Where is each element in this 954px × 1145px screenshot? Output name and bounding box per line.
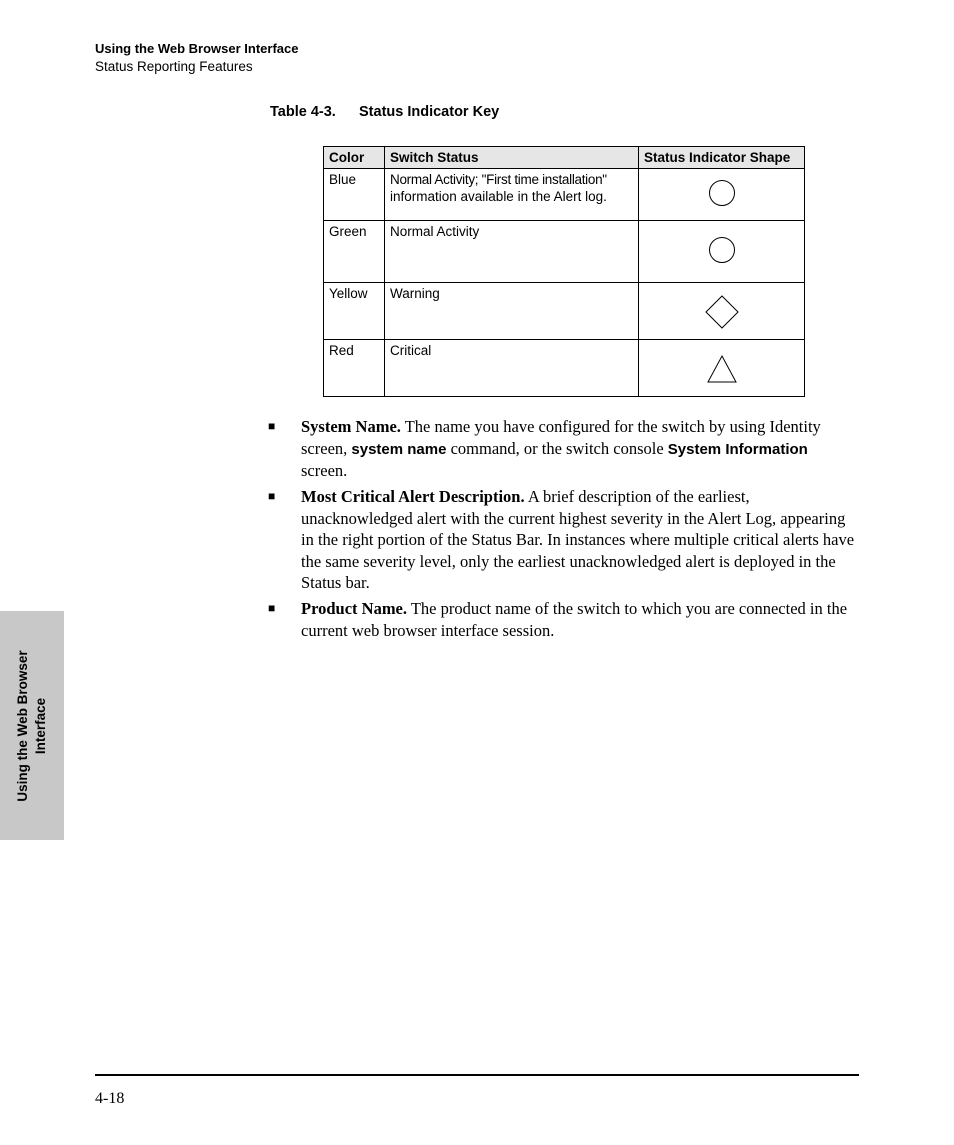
table-title: Status Indicator Key (359, 104, 500, 120)
column-header-shape: Status Indicator Shape (639, 147, 805, 169)
running-header-title: Using the Web Browser Interface (95, 41, 299, 56)
cell-switch-status (385, 283, 639, 340)
chapter-side-tab-label (14, 611, 50, 840)
cell-color: Green (324, 221, 385, 283)
status-text: Normal Activity; "First time installation" (390, 172, 607, 187)
cell-color: Yellow (324, 283, 385, 340)
bullet-body: The product name of the switch to which you are connected in the current web browser interface session. (301, 599, 848, 640)
cell-switch-status (385, 169, 639, 221)
page-number: 4-18 (95, 1090, 125, 1107)
command-name: system name (351, 440, 447, 458)
list-item (268, 416, 858, 482)
bullet-list (268, 416, 858, 646)
bullet-body: command, or the switch console (446, 438, 668, 458)
cell-color: Red (324, 340, 385, 397)
running-header-subtitle: Status Reporting Features (95, 59, 253, 74)
cell-shape (639, 169, 805, 221)
bullet-body: A brief description of the earliest, unacknowledged alert with the current highest severity in the Alert Log, appearing in the right portion of the Status Bar. In instances where multiple critical alerts have the same severity level, only the earliest unacknowledged alert is deployed in the Status bar. (301, 487, 855, 592)
status-text: information available in the Alert log. (390, 189, 607, 204)
circle-icon (708, 236, 736, 264)
bullet-heading: Product Name. (301, 599, 408, 618)
column-header-switch-status: Switch Status (385, 147, 639, 169)
status-text: Critical (390, 343, 432, 358)
bullet-text (301, 416, 858, 482)
command-name: System Information (667, 440, 808, 458)
table-number: Table 4-3. (270, 104, 336, 120)
status-indicator-table (323, 146, 805, 397)
cell-shape (639, 340, 805, 397)
table-row (324, 169, 805, 221)
bullet-square-icon: ■ (268, 489, 276, 503)
cell-switch-status (385, 340, 639, 397)
bullet-square-icon: ■ (268, 419, 276, 433)
bullet-text (301, 486, 858, 594)
bullet-heading: Most Critical Alert Description. (301, 487, 525, 506)
cell-shape (639, 283, 805, 340)
diamond-icon (704, 294, 740, 330)
bullet-body: screen. (301, 461, 348, 480)
bullet-heading: System Name. (301, 417, 401, 436)
status-text: Warning (390, 286, 440, 301)
column-header-color: Color (324, 147, 385, 169)
cell-switch-status (385, 221, 639, 283)
status-text: Normal Activity (390, 224, 480, 239)
bullet-body: The name you have configured for the switch by using Identity screen, (301, 417, 821, 458)
chapter-side-tab (0, 611, 64, 840)
list-item (268, 486, 858, 594)
circle-icon (708, 179, 736, 207)
table-row (324, 221, 805, 283)
table-caption (270, 104, 499, 120)
cell-shape (639, 221, 805, 283)
table-row (324, 340, 805, 397)
side-tab-line: Interface (33, 697, 48, 754)
triangle-icon (706, 354, 738, 384)
footer-divider (95, 1074, 859, 1076)
bullet-square-icon: ■ (268, 601, 276, 615)
list-item (268, 598, 858, 641)
bullet-text (301, 598, 858, 641)
table-header-row (324, 147, 805, 169)
cell-color: Blue (324, 169, 385, 221)
table-row (324, 283, 805, 340)
side-tab-line: Using the Web Browser (15, 649, 30, 802)
